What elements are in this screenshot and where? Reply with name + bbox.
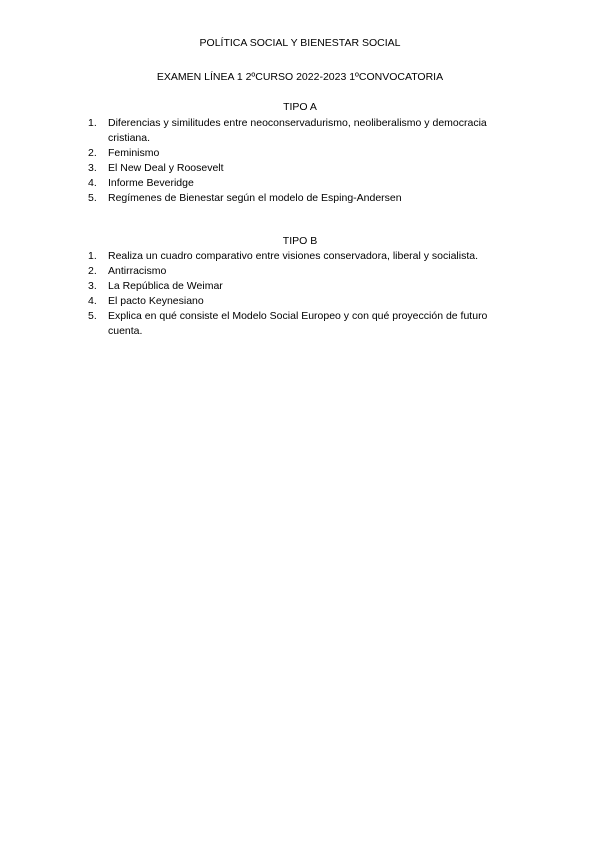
- item-text: El pacto Keynesiano: [108, 295, 204, 307]
- item-text: La República de Weimar: [108, 280, 223, 292]
- item-text: Realiza un cuadro comparativo entre visiones conservadora, liberal y socialista.: [108, 250, 479, 262]
- item-number: 5.: [88, 192, 97, 204]
- list-item: [88, 249, 518, 264]
- item-text: Regímenes de Bienestar según el modelo de Esping-Andersen: [108, 192, 402, 204]
- list-item: [88, 176, 518, 191]
- item-text: Antirracismo: [108, 265, 167, 277]
- item-text: Informe Beveridge: [108, 177, 194, 189]
- item-number: 2.: [88, 265, 97, 277]
- item-number: 5.: [88, 310, 97, 322]
- item-text: El New Deal y Roosevelt: [108, 162, 224, 174]
- item-number: 4.: [88, 177, 97, 189]
- item-number: 2.: [88, 147, 97, 159]
- list-item: [88, 191, 518, 206]
- item-text: Explica en qué consiste el Modelo Social Europeo y con qué proyección de futuro cuenta.: [108, 310, 488, 337]
- item-number: 1.: [88, 117, 97, 129]
- list-item: [88, 309, 518, 339]
- item-text: Diferencias y similitudes entre neoconservadurismo, neoliberalismo y democracia cristiana.: [108, 117, 487, 144]
- list-item: [88, 161, 518, 176]
- question-list-tipo-b: [88, 249, 518, 339]
- section-heading-tipo-a: TIPO A: [283, 101, 317, 113]
- item-number: 1.: [88, 250, 97, 262]
- list-item: [88, 116, 518, 146]
- list-item: [88, 146, 518, 161]
- item-number: 3.: [88, 280, 97, 292]
- list-item: [88, 264, 518, 279]
- list-item: [88, 294, 518, 309]
- section-heading-tipo-b: TIPO B: [282, 235, 318, 247]
- document-title: POLÍTICA SOCIAL Y BIENESTAR SOCIAL: [199, 37, 401, 49]
- item-number: 3.: [88, 162, 97, 174]
- item-number: 4.: [88, 295, 97, 307]
- question-list-tipo-a: [88, 116, 518, 206]
- list-item: [88, 279, 518, 294]
- exam-subtitle: EXAMEN LÍNEA 1 2ºCURSO 2022-2023 1ºCONVOCATORIA: [156, 71, 444, 83]
- item-text: Feminismo: [108, 147, 160, 159]
